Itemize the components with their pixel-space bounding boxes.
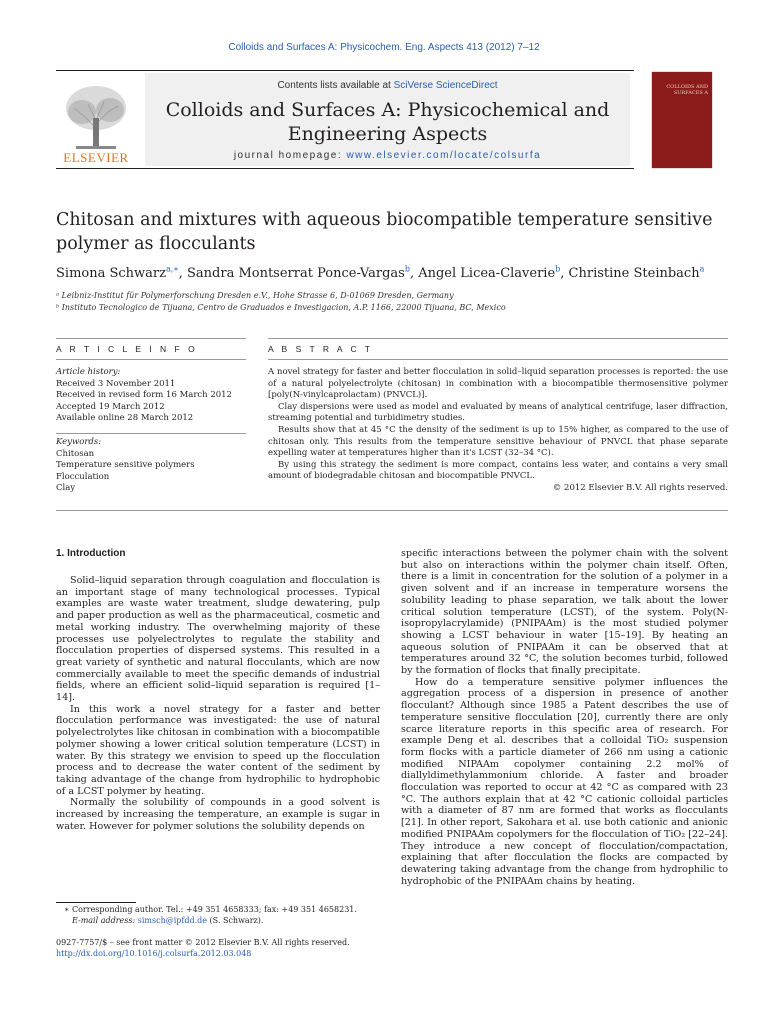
journal-title-line1: Colloids and Surfaces A: Physicochemical and	[165, 99, 610, 121]
abstract-paragraph: Clay dispersions were used as model and evaluated by means of analytical centrifuge, laser diffraction, streaming potential and turbidimetry studies.	[268, 401, 728, 424]
author: Sandra Montserrat Ponce-Vargas$^b$,	[187, 265, 419, 282]
affiliation-b: ᵇ Instituto Tecnologico de Tijuana, Centro de Graduados e Investigacion, A.P. 1166, 22000 Tijuana, BC, Mexico	[56, 303, 506, 312]
keyword: Clay	[56, 483, 76, 493]
keywords	[56, 437, 246, 495]
abstract-paragraph: A novel strategy for faster and better flocculation in solid–liquid separation processes is reported: the use of a natural polyelectrolyte (chitosan) in combination with a biocompatible thermosensitive polymer [poly(N-vinylcaprolactam) (PNVCL)].	[268, 367, 728, 401]
masthead-bottom-rule	[56, 168, 634, 169]
keyword: Flocculation	[56, 471, 110, 482]
elsevier-logo	[58, 78, 134, 164]
journal-title	[145, 98, 630, 146]
abstract-bottom-rule	[56, 510, 728, 511]
cover-title: COLLOIDS AND SURFACES A	[666, 84, 708, 96]
contents-line	[145, 80, 630, 91]
history-accepted: Accepted 19 March 2012	[56, 401, 165, 412]
masthead-top-rule	[56, 70, 634, 71]
author-affil-link[interactable]: b	[404, 265, 410, 274]
journal-homepage	[145, 150, 630, 161]
keyword: Chitosan	[56, 448, 95, 459]
body-paragraph: Solid–liquid separation through coagulation and flocculation is an important stage of many technological processes. Typical examples are waste water treatment, sludge dewatering, pulp and paper production as well as the pharmaceutical, cosmetic and metal working industry. The overwhelming majority of these processes use polyelectrolytes to regulate the stability and flocculation properties of dispersed systems. This resulted in a great variety of synthetic and natural flocculants, which are now commercially available to meet the specific demands of industrial fields, where an efficient solid–liquid separation is required [1–14].	[56, 575, 380, 704]
author: Christine Steinbach$^a$	[568, 265, 705, 282]
body-paragraph: How do a temperature sensitive polymer influences the aggregation process of a dispersion in presence of another flocculant? Although since 1985 a Patent describes the use of temperature sensitive flocculation [20], currently there are only scarce literature reports in this specific area of research. For example Deng et al. describes that a colloidal TiO₂ suspension form flocks with a particle diameter of 266 nm using a cationic modified NIPAAm copolymer containing 2.2 mol% of diallyldimethylammonium chloride. A faster and broader flocculation was reported to occur at 42 °C as compared with 23 °C. The authors explain that at 42 °C cationic colloidal particles with a diameter of 87 nm are formed that works as flocculants [21]. In other report, Sakohara et al. use both cationic and anionic modified PNIPAAm copolymers for the flocculation of TiO₂ [22–24]. They introduce a new concept of flocculation/compactation, explaining that after flocculation the flocks are compacted by dewatering taking advantage from the change from hydrophilic to hydrophobic of the PNIPAAm chains by heating.	[401, 676, 728, 887]
author: Simona Schwarz$^{a,∗}$,	[56, 265, 187, 282]
journal-cover-image	[652, 72, 712, 168]
article-title	[56, 208, 716, 256]
homepage-link[interactable]: www.elsevier.com/locate/colsurfa	[346, 150, 542, 161]
homepage-prefix: journal homepage:	[233, 150, 347, 161]
footnote-rule	[56, 902, 136, 903]
abstract-top-rule	[268, 338, 728, 339]
abstract-heading: A B S T R A C T	[268, 344, 374, 354]
keyword: Temperature sensitive polymers	[56, 460, 195, 470]
author-affil-link[interactable]: a,∗	[165, 265, 179, 274]
front-matter	[56, 937, 456, 959]
keywords-label: Keywords:	[56, 437, 102, 447]
copyright-notice: © 2012 Elsevier B.V. All rights reserved.	[552, 482, 728, 493]
body-column-left	[56, 575, 380, 832]
affiliations	[56, 290, 726, 314]
article-info-heading: A R T I C L E I N F O	[56, 344, 198, 354]
author: Angel Licea-Claverie$^b$,	[418, 265, 569, 282]
body-paragraph: In this work a novel strategy for a faster and better flocculation performance was investigated: the use of natural polyelectrolytes like chitosan in combination with a biocompatible polymer showing a lower critical solution temperature (LCST) in water. By this strategy we envision to speed up the flocculation process and to decrease the water content of the sediment by taking advantage of the change from hydrophilic to hydrophobic of a LCST polymer by heating.	[56, 703, 380, 797]
affiliation-a: ᵃ Leibniz-Institut für Polymerforschung Dresden e.V., Hohe Strasse 6, D-01069 Dresden, Germany	[56, 291, 454, 300]
body-paragraph: specific interactions between the polymer chain with the solvent but also on interactions within the polymer chain itself. Often, there is a limit in concentration for the solution of a polymer in a given solvent and if an increase in temperature worsens the solubility leading to phase separation, we talk about the lower critical solution temperature (LCST), of the system. Poly(N-isopropylacrylamide) (PNIPAAm) is the most studied polymer showing a LCST behaviour in water [15–19]. By heating an aqueous solution of PNIPAAm it can be observed that at temperatures around 32 °C, the solution becomes turbid, followed by the formation of flocks that finally precipitate.	[401, 548, 728, 677]
article-info-rule	[56, 359, 246, 360]
history-online: Available online 28 March 2012	[56, 413, 194, 423]
article-info-top-rule	[56, 338, 246, 339]
doi-link[interactable]: http://dx.doi.org/10.1016/j.colsurfa.2012.03.048	[56, 949, 252, 958]
history-received: Received 3 November 2011	[56, 378, 176, 389]
abstract-paragraph: By using this strategy the sediment is more compact, contains less water, and contains a very small amount of biodegradable chitosan and biocompatible PNVCL.	[268, 459, 728, 482]
abstract-rule	[268, 359, 728, 360]
elsevier-wordmark: ELSEVIER	[63, 150, 129, 165]
contents-prefix: Contents lists available at	[277, 80, 394, 91]
abstract-body	[268, 367, 728, 495]
author-affil-link[interactable]: b	[555, 265, 561, 274]
issn-line: 0927-7757/$ – see front matter © 2012 Elsevier B.V. All rights reserved.	[56, 938, 350, 947]
article-history	[56, 367, 246, 425]
author-affil-link[interactable]: a	[699, 265, 705, 274]
article-title-line2: polymer as flocculants	[56, 234, 256, 254]
email-line	[56, 915, 386, 926]
email-suffix: (S. Schwarz).	[207, 916, 264, 925]
body-paragraph: Normally the solubility of compounds in a good solvent is increased by increasing the temperature, an example is sugar in water. However for polymer solutions the solubility depends on	[56, 797, 380, 832]
email-link[interactable]: simsch@ipfdd.de	[137, 916, 208, 925]
journal-reference[interactable]: Colloids and Surfaces A: Physicochem. Eng. Aspects 413 (2012) 7–12	[228, 42, 540, 53]
journal-title-line2: Engineering Aspects	[287, 123, 488, 145]
email-label: E-mail address:	[72, 916, 138, 925]
sciencedirect-link[interactable]: SciVerse ScienceDirect	[393, 80, 498, 91]
section-heading-introduction: 1. Introduction	[56, 548, 126, 559]
history-revised: Received in revised form 16 March 2012	[56, 390, 232, 400]
keywords-rule	[56, 433, 246, 434]
abstract-paragraph: Results show that at 45 °C the density of the sediment is up to 15% higher, as compared to the use of chitosan only. This results from the temperature sensitive behaviour of PNVCL that phase separate expelling water at temperatures higher than it's LCST (32–34 °C).	[268, 424, 728, 459]
corresponding-author-footnote	[56, 904, 386, 926]
history-label: Article history:	[56, 367, 121, 377]
corresponding-author: ∗ Corresponding author. Tel.: +49 351 4658333; fax: +49 351 4658231.	[64, 905, 357, 914]
body-column-right	[401, 548, 728, 887]
article-title-line1: Chitosan and mixtures with aqueous biocompatible temperature sensitive	[56, 210, 713, 230]
author-list	[56, 265, 726, 281]
